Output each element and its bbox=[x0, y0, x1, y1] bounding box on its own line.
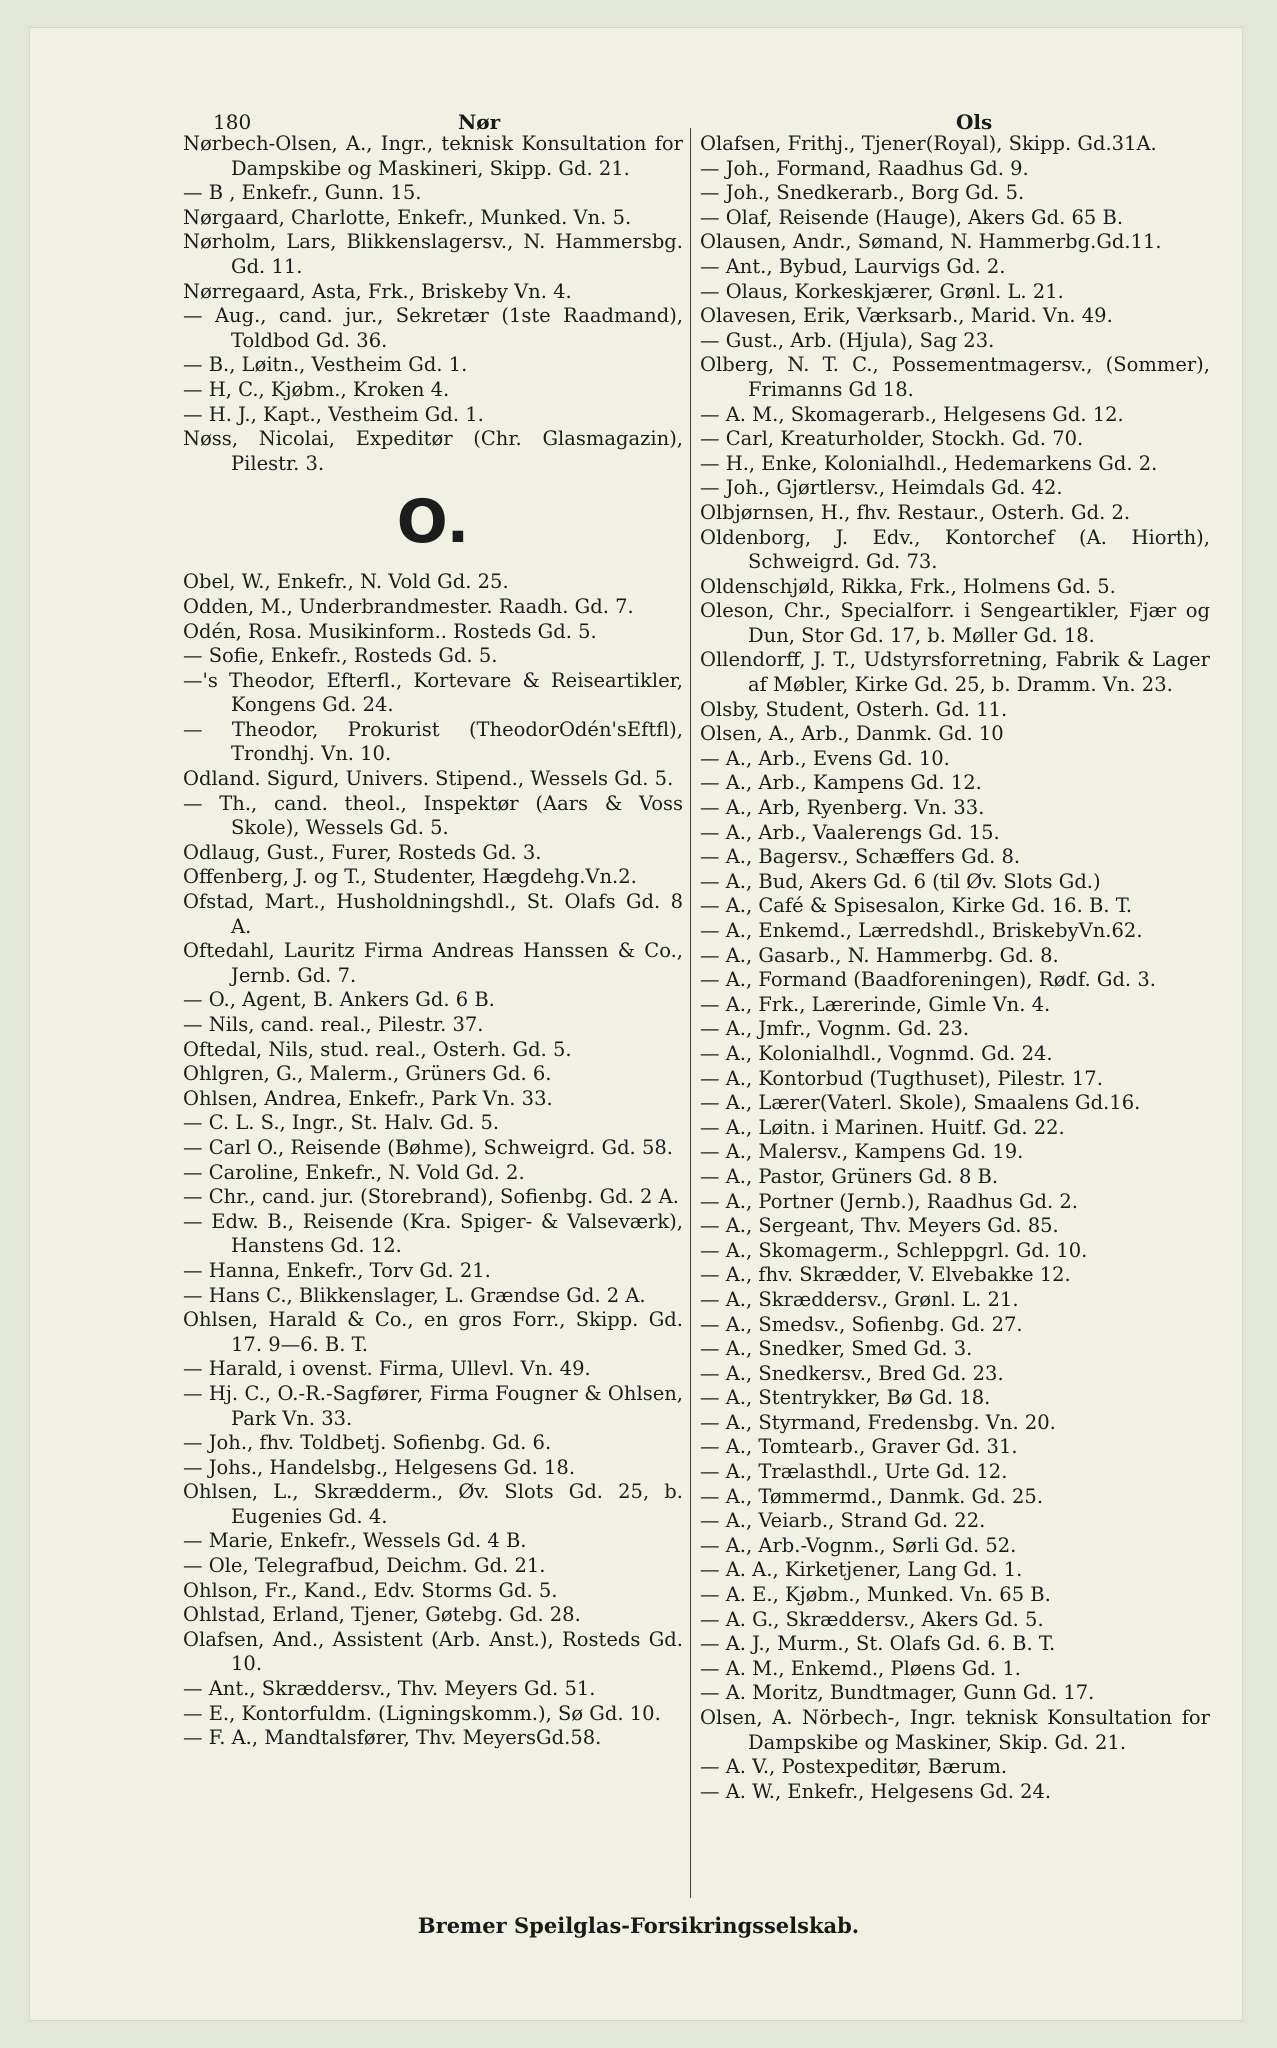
directory-entry: — Edw. B., Reisende (Kra. Spiger- & Valseværk), Hanstens Gd. 12. bbox=[183, 1209, 683, 1258]
directory-entry: — A. J., Murm., St. Olafs Gd. 6. B. T. bbox=[700, 1632, 1056, 1656]
directory-entry: Ohlson, Fr., Kand., Edv. Storms Gd. 5. bbox=[183, 1578, 558, 1602]
left-entries-n bbox=[183, 132, 683, 476]
left-entries-o bbox=[183, 570, 683, 1751]
directory-entry: — Ant., Bybud, Laurvigs Gd. 2. bbox=[700, 254, 1006, 278]
directory-entry: — A., Pastor, Grüners Gd. 8 B. bbox=[700, 1164, 999, 1188]
directory-entry: Odden, M., Underbrandmester. Raadh. Gd. 7. bbox=[183, 594, 634, 618]
directory-entry: Odén, Rosa. Musikinform.. Rosteds Gd. 5. bbox=[183, 619, 597, 643]
directory-entry: — A. W., Enkefr., Helgesens Gd. 24. bbox=[700, 1779, 1052, 1803]
directory-entry: — Ant., Skræddersv., Thv. Meyers Gd. 51. bbox=[183, 1677, 596, 1701]
directory-entry: Ohlstad, Erland, Tjener, Gøtebg. Gd. 28. bbox=[183, 1603, 581, 1627]
directory-entry: — Joh., fhv. Toldbetj. Sofienbg. Gd. 6. bbox=[183, 1431, 552, 1455]
footer-advert: Bremer Speilglas-Forsikringsselskab. bbox=[417, 1913, 860, 1938]
directory-entry: — A., Bud, Akers Gd. 6 (til Øv. Slots Gd.) bbox=[700, 869, 1101, 893]
left-column bbox=[183, 132, 683, 1751]
directory-entry: — A., Tømmermd., Danmk. Gd. 25. bbox=[700, 1484, 1044, 1508]
directory-entry: —'s Theodor, Efterfl., Kortevare & Reiseartikler, Kongens Gd. 24. bbox=[183, 668, 683, 717]
directory-entry: — Harald, i ovenst. Firma, Ullevl. Vn. 49. bbox=[183, 1357, 591, 1381]
directory-entry: — Sofie, Enkefr., Rosteds Gd. 5. bbox=[183, 644, 498, 668]
directory-entry: — A. M., Skomagerarb., Helgesens Gd. 12. bbox=[700, 402, 1124, 426]
directory-entry: — F. A., Mandtalsfører, Thv. MeyersGd.58. bbox=[183, 1726, 602, 1750]
directory-entry: — A., Lærer(Vaterl. Skole), Smaalens Gd.16. bbox=[700, 1091, 1141, 1115]
directory-entry: Olberg, N. T. C., Possementmagersv., (Sommer), Frimanns Gd 18. bbox=[700, 353, 1210, 401]
directory-entry: — O., Agent, B. Ankers Gd. 6 B. bbox=[183, 988, 495, 1012]
column-divider bbox=[690, 128, 691, 1898]
directory-entry: — Olaf, Reisende (Hauge), Akers Gd. 65 B. bbox=[700, 205, 1124, 229]
directory-entry: — Th., cand. theol., Inspektør (Aars & Voss Skole), Wessels Gd. 5. bbox=[183, 791, 683, 840]
directory-entry: Olsen, A. Nörbech-, Ingr. teknisk Konsultation for Dampskibe og Maskiner, Skip. Gd. 21. bbox=[700, 1706, 1210, 1754]
directory-entry: — A., Café & Spisesalon, Kirke Gd. 16. B. T. bbox=[700, 894, 1133, 918]
directory-entry: Olsby, Student, Osterh. Gd. 11. bbox=[700, 697, 1008, 721]
directory-entry: — Carl O., Reisende (Bøhme), Schweigrd. Gd. 58. bbox=[183, 1135, 673, 1159]
directory-entry: — A., Veiarb., Strand Gd. 22. bbox=[700, 1509, 986, 1533]
directory-entry: — A., Bagersv., Schæffers Gd. 8. bbox=[700, 845, 1021, 869]
directory-entry: Olsen, A., Arb., Danmk. Gd. 10 bbox=[700, 722, 1004, 746]
directory-entry: — B., Løitn., Vestheim Gd. 1. bbox=[183, 353, 468, 377]
directory-entry: — E., Kontorfuldm. (Ligningskomm.), Sø Gd. 10. bbox=[183, 1701, 661, 1725]
directory-entry: — A., Trælasthdl., Urte Gd. 12. bbox=[700, 1460, 1008, 1484]
directory-entry: Ohlsen, L., Skrædderm., Øv. Slots Gd. 25, b. Eugenies Gd. 4. bbox=[183, 1480, 683, 1528]
right-guide-word: Ols bbox=[956, 110, 993, 134]
directory-entry: — C. L. S., Ingr., St. Halv. Gd. 5. bbox=[183, 1111, 500, 1135]
directory-entry: Olafsen, And., Assistent (Arb. Anst.), Rosteds Gd. 10. bbox=[183, 1627, 683, 1676]
directory-entry: — A., Kolonialhdl., Vognmd. Gd. 24. bbox=[700, 1041, 1053, 1065]
directory-entry: — A., Tomtearb., Graver Gd. 31. bbox=[700, 1435, 1018, 1459]
right-entries bbox=[700, 132, 1210, 1804]
directory-entry: — A. Moritz, Bundtmager, Gunn Gd. 17. bbox=[700, 1681, 1095, 1705]
directory-entry: — A., Portner (Jernb.), Raadhus Gd. 2. bbox=[700, 1189, 1079, 1213]
directory-entry: — A. G., Skræddersv., Akers Gd. 5. bbox=[700, 1607, 1044, 1631]
directory-entry: Nøss, Nicolai, Expeditør (Chr. Glasmagazin), Pilestr. 3. bbox=[183, 427, 683, 475]
directory-entry: — Hans C., Blikkenslager, L. Grændse Gd. 2 A. bbox=[183, 1283, 646, 1307]
directory-entry: — Theodor, Prokurist (TheodorOdén'sEftfl), Trondhj. Vn. 10. bbox=[183, 717, 683, 766]
directory-entry: — A., Arb., Kampens Gd. 12. bbox=[700, 771, 982, 795]
directory-entry: Odland. Sigurd, Univers. Stipend., Wessels Gd. 5. bbox=[183, 767, 674, 791]
directory-entry: — A., Stentrykker, Bø Gd. 18. bbox=[700, 1386, 991, 1410]
directory-entry: Oftedahl, Lauritz Firma Andreas Hanssen & Co., Jernb. Gd. 7. bbox=[183, 939, 683, 987]
directory-entry: Ohlsen, Harald & Co., en gros Forr., Skipp. Gd. 17. 9—6. B. T. bbox=[183, 1308, 683, 1356]
directory-entry: Offenberg, J. og T., Studenter, Hægdehg.Vn.2. bbox=[183, 865, 637, 889]
directory-entry: Ofstad, Mart., Husholdningshdl., St. Olafs Gd. 8 A. bbox=[183, 890, 683, 938]
directory-entry: — Caroline, Enkefr., N. Vold Gd. 2. bbox=[183, 1160, 525, 1184]
directory-entry: — H. J., Kapt., Vestheim Gd. 1. bbox=[183, 402, 484, 426]
directory-entry: — H., Enke, Kolonialhdl., Hedemarkens Gd. 2. bbox=[700, 451, 1158, 475]
directory-entry: — A., Sergeant, Thv. Meyers Gd. 85. bbox=[700, 1214, 1059, 1238]
directory-entry: — A., Skræddersv., Grønl. L. 21. bbox=[700, 1287, 1019, 1311]
directory-entry: Olbjørnsen, H., fhv. Restaur., Osterh. Gd. 2. bbox=[700, 500, 1131, 524]
directory-entry: Nørbech-Olsen, A., Ingr., teknisk Konsultation for Dampskibe og Maskineri, Skipp. Gd. 21. bbox=[183, 132, 683, 180]
directory-entry: — Nils, cand. real., Pilestr. 37. bbox=[183, 1013, 484, 1036]
directory-entry: — A., Formand (Baadforeningen), Rødf. Gd. 3. bbox=[700, 968, 1156, 992]
right-column bbox=[700, 132, 1210, 1804]
directory-entry: — A., Løitn. i Marinen. Huitf. Gd. 22. bbox=[700, 1115, 1065, 1139]
directory-entry: — A., Enkemd., Lærredshdl., BriskebyVn.62. bbox=[700, 919, 1143, 942]
directory-entry: — A., Smedsv., Sofienbg. Gd. 27. bbox=[700, 1312, 1023, 1336]
directory-entry: — A., fhv. Skrædder, V. Elvebakke 12. bbox=[700, 1263, 1071, 1287]
directory-entry: Oleson, Chr., Specialforr. i Sengeartikler, Fjær og Dun, Stor Gd. 17, b. Møller Gd. 18. bbox=[700, 599, 1210, 647]
directory-entry: — A., Frk., Lærerinde, Gimle Vn. 4. bbox=[700, 992, 1051, 1016]
directory-entry: — Chr., cand. jur. (Storebrand), Sofienbg. Gd. 2 A. bbox=[183, 1185, 679, 1209]
directory-entry: — Joh., Gjørtlersv., Heimdals Gd. 42. bbox=[700, 476, 1063, 500]
directory-entry: — Hj. C., O.-R.-Sagfører, Firma Fougner & Ohlsen, Park Vn. 33. bbox=[183, 1381, 683, 1430]
directory-entry: — A. M., Enkemd., Pløens Gd. 1. bbox=[700, 1656, 1021, 1680]
directory-entry: — Johs., Handelsbg., Helgesens Gd. 18. bbox=[183, 1455, 576, 1479]
directory-entry: — A. E., Kjøbm., Munked. Vn. 65 B. bbox=[700, 1583, 1051, 1607]
section-letter: O. bbox=[396, 487, 470, 558]
directory-entry: — A., Gasarb., N. Hammerbg. Gd. 8. bbox=[700, 943, 1059, 967]
directory-entry: Ohlgren, G., Malerm., Grüners Gd. 6. bbox=[183, 1062, 552, 1086]
directory-entry: — Marie, Enkefr., Wessels Gd. 4 B. bbox=[183, 1529, 527, 1553]
directory-entry: — A. A., Kirketjener, Lang Gd. 1. bbox=[700, 1558, 1023, 1582]
directory-entry: — B , Enkefr., Gunn. 15. bbox=[183, 181, 422, 205]
directory-entry: — Olaus, Korkeskjærer, Grønl. L. 21. bbox=[700, 279, 1064, 303]
directory-entry: — Carl, Kreaturholder, Stockh. Gd. 70. bbox=[700, 427, 1084, 451]
directory-entry: Odlaug, Gust., Furer, Rosteds Gd. 3. bbox=[183, 840, 542, 864]
directory-entry: — A., Snedkersv., Bred Gd. 23. bbox=[700, 1361, 1004, 1385]
directory-entry: — A., Jmfr., Vognm. Gd. 23. bbox=[700, 1017, 970, 1041]
directory-entry: — A., Styrmand, Fredensbg. Vn. 20. bbox=[700, 1410, 1056, 1434]
directory-entry: Olausen, Andr., Sømand, N. Hammerbg.Gd.11. bbox=[700, 230, 1162, 254]
directory-entry: — Aug., cand. jur., Sekretær (1ste Raadmand), Toldbod Gd. 36. bbox=[183, 304, 683, 352]
directory-entry: Obel, W., Enkefr., N. Vold Gd. 25. bbox=[183, 570, 509, 594]
directory-entry: — A., Arb, Ryenberg. Vn. 33. bbox=[700, 796, 985, 820]
directory-entry: — Joh., Snedkerarb., Borg Gd. 5. bbox=[700, 181, 1025, 205]
directory-entry: — H, C., Kjøbm., Kroken 4. bbox=[183, 377, 450, 401]
directory-entry: Nørgaard, Charlotte, Enkefr., Munked. Vn. 5. bbox=[183, 205, 632, 229]
left-guide-word: Nør bbox=[458, 110, 501, 134]
directory-entry: — A. V., Postexpeditør, Bærum. bbox=[700, 1755, 1008, 1779]
page-number: 180 bbox=[213, 110, 252, 134]
directory-entry: Olavesen, Erik, Værksarb., Marid. Vn. 49. bbox=[700, 304, 1113, 328]
directory-entry: — A., Arb., Evens Gd. 10. bbox=[700, 746, 950, 770]
directory-entry: — A., Skomagerm., Schleppgrl. Gd. 10. bbox=[700, 1238, 1088, 1262]
directory-entry: — Joh., Formand, Raadhus Gd. 9. bbox=[700, 156, 1029, 180]
directory-entry: — A., Malersv., Kampens Gd. 19. bbox=[700, 1140, 1024, 1164]
directory-entry: — A., Arb.-Vognm., Sørli Gd. 52. bbox=[700, 1533, 1017, 1557]
directory-entry: Oldenschjøld, Rikka, Frk., Holmens Gd. 5. bbox=[700, 574, 1116, 598]
directory-entry: Nørholm, Lars, Blikkenslagersv., N. Hammersbg. Gd. 11. bbox=[183, 230, 683, 278]
directory-entry: — A., Snedker, Smed Gd. 3. bbox=[700, 1337, 973, 1361]
directory-entry: — Ole, Telegrafbud, Deichm. Gd. 21. bbox=[183, 1554, 546, 1578]
directory-entry: Olafsen, Frithj., Tjener(Royal), Skipp. Gd.31A. bbox=[700, 132, 1157, 155]
directory-entry: Nørregaard, Asta, Frk., Briskeby Vn. 4. bbox=[183, 279, 572, 303]
directory-entry: Ohlsen, Andrea, Enkefr., Park Vn. 33. bbox=[183, 1086, 553, 1110]
directory-entry: Oldenborg, J. Edv., Kontorchef (A. Hiorth), Schweigrd. Gd. 73. bbox=[700, 525, 1210, 574]
directory-entry: — A., Kontorbud (Tugthuset), Pilestr. 17. bbox=[700, 1066, 1103, 1090]
directory-entry: — A., Arb., Vaalerengs Gd. 15. bbox=[700, 820, 1000, 844]
directory-entry: Ollendorff, J. T., Udstyrsforretning, Fabrik & Lager af Møbler, Kirke Gd. 25, b. Dramm. Vn. 23. bbox=[700, 648, 1210, 697]
directory-entry: — Gust., Arb. (Hjula), Sag 23. bbox=[700, 328, 995, 352]
directory-entry: — Hanna, Enkefr., Torv Gd. 21. bbox=[183, 1258, 491, 1282]
directory-entry: Oftedal, Nils, stud. real., Osterh. Gd. 5. bbox=[183, 1037, 572, 1061]
